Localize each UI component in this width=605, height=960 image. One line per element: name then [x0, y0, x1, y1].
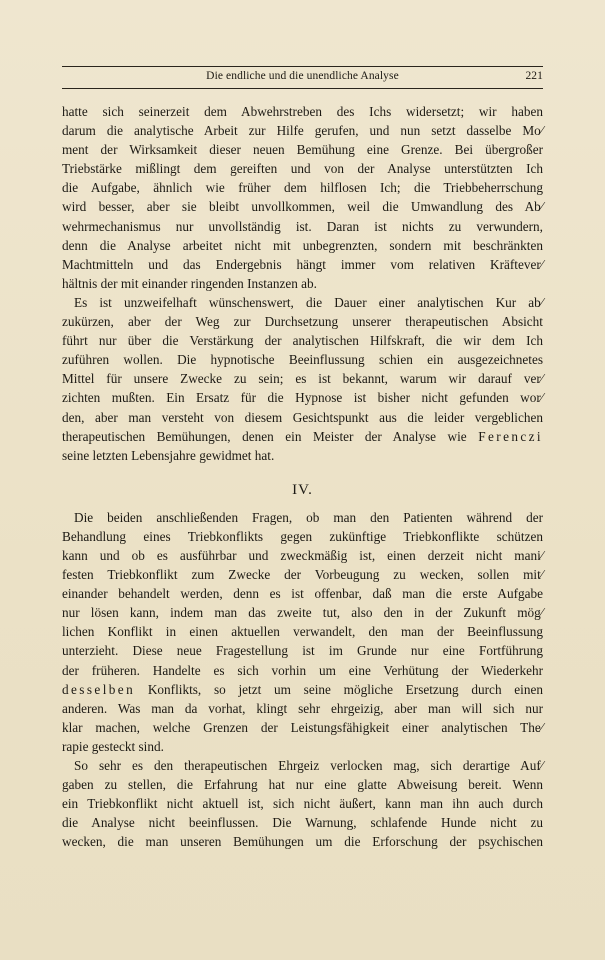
text-line: So sehr es den therapeutischen Ehrgeiz verlocken mag, sich derartige Auf⁄ — [74, 758, 543, 773]
text-line: wecken, die man unseren Bemühungen um die Erforschung der psychischen — [62, 834, 543, 850]
text-line: der früheren. Handelte es sich vorhin um eine Verhütung der Wiederkehr — [62, 662, 543, 678]
paragraph-4 — [62, 756, 543, 851]
running-head — [62, 70, 543, 86]
text-line: den, aber man versteht von diesem Gesichtspunkt aus die leider vergeblichen — [62, 409, 543, 425]
text-line: klar machen, welche Grenzen der Leistungsfähigkeit einer analytischen The⁄ — [62, 719, 543, 735]
text-line: hatte sich seinerzeit dem Abwehrstreben des Ichs widersetzt; wir haben — [62, 104, 543, 119]
text-line: unterzieht. Diese neue Fragestellung ist im Grunde nur eine Fortführung — [62, 643, 543, 659]
text-line: Machtmitteln und das Endergebnis hängt immer vom relativen Kräftever⁄ — [62, 256, 543, 272]
text-line: ein Triebkonflikt nicht aktuell ist, sich nicht äußert, kann man ihn auch durch — [62, 796, 543, 812]
text-line: denn die Analyse arbeitet nicht mit unbegrenzten, sondern mit beschränkten — [62, 237, 543, 253]
text-line: ment der Wirksamkeit dieser neuen Bemühung eine Grenze. Bei übergroßer — [62, 142, 543, 158]
text-line: Triebstärke mißlingt dem gereiften und von der Analyse unterstützten Ich — [62, 161, 543, 177]
text-line: gaben zu stellen, die Erfahrung hat nur eine glatte Abweisung bereit. Wenn — [62, 777, 543, 793]
text-line: die Analyse nicht beeinflussen. Die Warnung, schlafende Hunde nicht zu — [62, 815, 543, 831]
text-line — [62, 680, 543, 699]
text-line: führt nur über die Verstärkung der analytischen Hilfskraft, die wir dem Ich — [62, 333, 543, 349]
text-line: Die beiden anschließenden Fragen, ob man den Patienten während der — [74, 509, 543, 525]
text-line: zuführen wollen. Die hypnotische Beeinflussung schien ein ausgezeichnetes — [62, 352, 543, 368]
text-line: zichten mußten. Ein Ersatz für die Hypnose ist bisher nicht gefunden wor⁄ — [62, 390, 543, 406]
spaced-word-desselben: desselben — [62, 681, 136, 697]
text-line: festen Triebkonflikt zum Zwecke der Vorbeugung zu wecken, sollen mit⁄ — [62, 567, 543, 583]
text-line: Behandlung eines Triebkonflikts gegen zukünftige Triebkonflikte schützen — [62, 528, 543, 544]
text-line: lichen Konflikt in einen aktuellen verwandelt, den man der Beeinflussung — [62, 624, 543, 640]
text-line: darum die analytische Arbeit zur Hilfe gerufen, und nun setzt dasselbe Mo⁄ — [62, 123, 543, 139]
header-bottom-rule — [62, 88, 543, 89]
text-line: wird besser, aber sie bleibt unvollkommen, weil die Umwandlung des Ab⁄ — [62, 199, 543, 215]
text-line: hältnis der mit einander ringenden Instanzen ab. — [62, 275, 317, 291]
text-line: anderen. Was man da vorhat, klingt sehr ehrgeizig, aber man will sich nur — [62, 700, 543, 716]
header-top-rule — [62, 66, 543, 67]
spaced-name-ferenczi: Ferenczi — [478, 428, 544, 444]
text-fragment: Konflikts, so jetzt um seine mögliche Ersetzung durch einen — [147, 681, 543, 697]
text-line: wehrmechanismus nur unvollständig ist. Daran ist nichts zu verwundern, — [62, 218, 543, 234]
text-line: Mittel für unsere Zwecke zu sein; es ist bekannt, warum wir darauf ver⁄ — [62, 371, 543, 387]
text-line — [62, 427, 543, 446]
running-title: Die endliche und die unendliche Analyse — [206, 70, 399, 82]
text-line: zukürzen, aber der Weg zur Durchsetzung unserer therapeutischen Absicht — [62, 314, 543, 330]
text-line: seine letzten Lebensjahre gewidmet hat. — [62, 447, 275, 463]
text-line: rapie gesteckt sind. — [62, 738, 164, 754]
text-line: kann und ob es ausführbar und zweckmäßig ist, einen derzeit nicht mani⁄ — [62, 547, 543, 563]
page-number: 221 — [525, 70, 543, 82]
text-line: die Aufgabe, ähnlich wie früher dem hilflosen Ich; die Triebbeherrschung — [62, 180, 543, 196]
paragraph-3 — [62, 508, 543, 756]
paragraph-2 — [62, 293, 543, 465]
text-line: Es ist unzweifelhaft wünschenswert, die Dauer einer analytischen Kur ab⁄ — [74, 294, 543, 310]
text-fragment: therapeutischen Bemühungen, denen ein Meister der Analyse wie — [62, 428, 467, 444]
text-line: nur lösen kann, indem man das zweite tut, also den in der Zukunft mög⁄ — [62, 605, 543, 621]
text-line: einander behandelt werden, denn es ist offenbar, daß man die erste Aufgabe — [62, 586, 543, 602]
body-text — [62, 102, 543, 851]
section-heading: IV. — [292, 481, 313, 498]
paragraph-1 — [62, 102, 543, 293]
